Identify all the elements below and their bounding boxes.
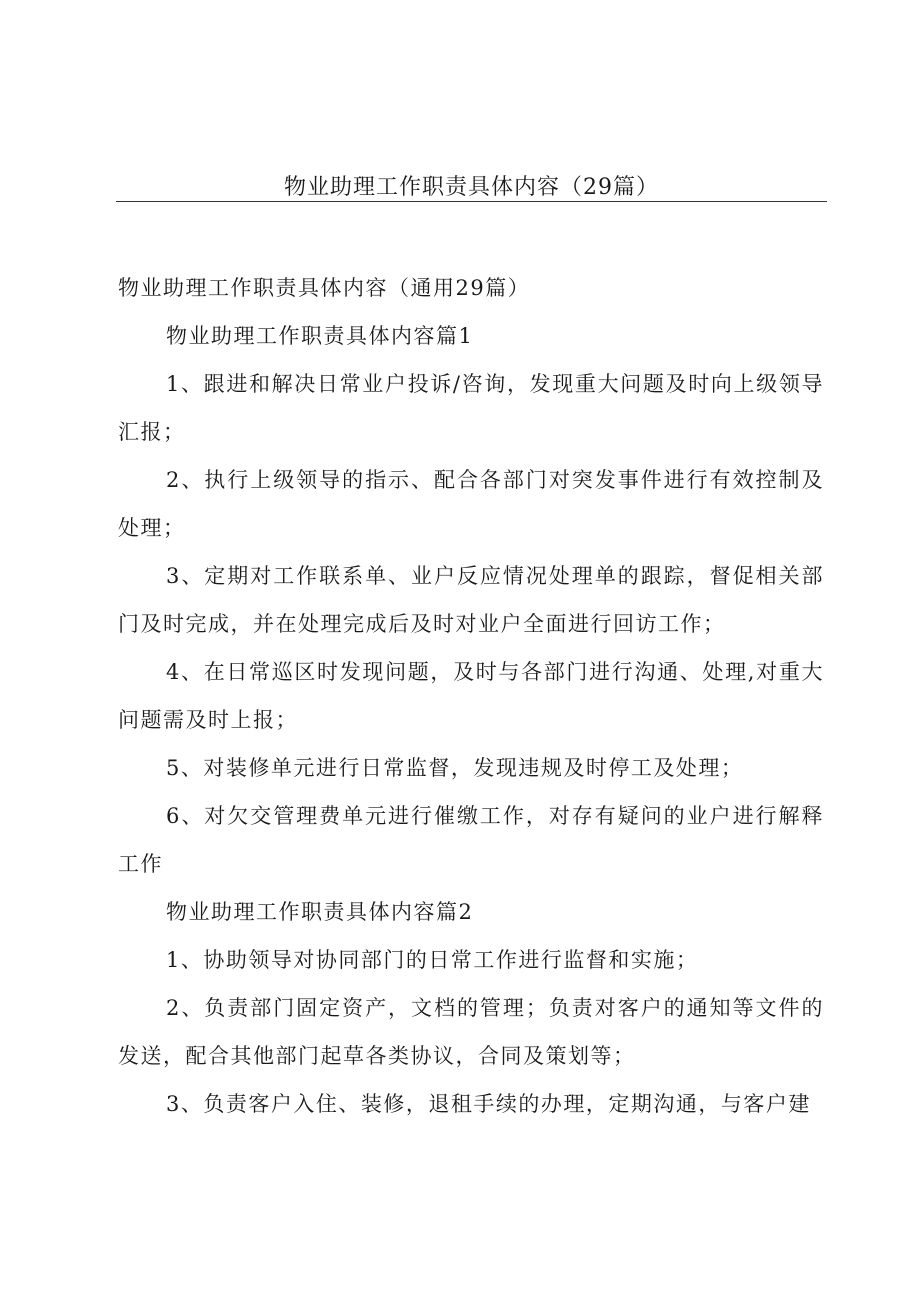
paragraph: 3、负责客户入住、装修，退租手续的办理，定期沟通，与客户建 [166, 1092, 811, 1116]
page-title: 物业助理工作职责具体内容（29篇） [284, 175, 659, 200]
document-subtitle: 物业助理工作职责具体内容（通用29篇） [118, 276, 531, 300]
paragraph: 6、对欠交管理费单元进行催缴工作，对存有疑问的业户进行解释工作 [118, 804, 824, 876]
paragraph: 2、负责部门固定资产，文档的管理；负责对客户的通知等文件的发送，配合其他部门起草各类协议，合同及策划等； [118, 996, 824, 1068]
section-heading-2: 物业助理工作职责具体内容篇2 [166, 900, 474, 924]
paragraph: 5、对装修单元进行日常监督，发现违规及时停工及处理； [166, 756, 744, 780]
paragraph: 2、执行上级领导的指示、配合各部门对突发事件进行有效控制及处理； [118, 468, 824, 540]
section-heading-1: 物业助理工作职责具体内容篇1 [166, 324, 474, 348]
paragraph: 1、协助领导对协同部门的日常工作进行监督和实施； [166, 948, 699, 972]
title-divider [116, 201, 827, 202]
paragraph: 1、跟进和解决日常业户投诉/咨询，发现重大问题及时向上级领导汇报； [118, 372, 824, 444]
paragraph: 3、定期对工作联系单、业户反应情况处理单的跟踪，督促相关部门及时完成，并在处理完成后及时对业户全面进行回访工作； [118, 564, 824, 636]
document-body [118, 264, 824, 1128]
paragraph: 4、在日常巡区时发现问题，及时与各部门进行沟通、处理,对重大问题需及时上报； [118, 660, 824, 732]
